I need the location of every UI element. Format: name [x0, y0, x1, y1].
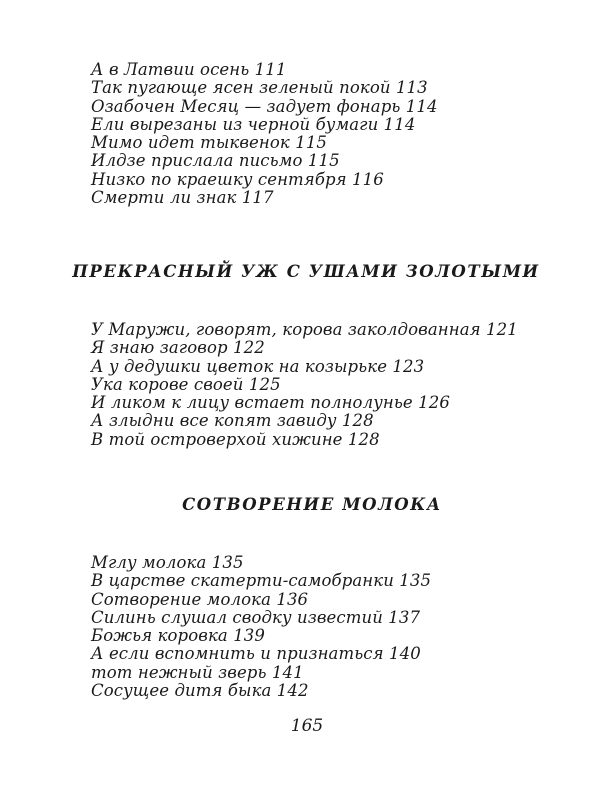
toc-entry: тот нежный зверь 141	[91, 662, 304, 682]
toc-entry: Силинь слушал сводку известий 137	[91, 607, 421, 627]
page-number: 165	[290, 716, 324, 736]
section-heading: СОТВОРЕНИЕ МОЛОКА	[182, 495, 442, 514]
toc-entry: Я знаю заговор 122	[91, 338, 265, 358]
toc-entry: Сосущее дитя быка 142	[91, 681, 309, 701]
toc-entry: Ели вырезаны из черной бумаги 114	[91, 114, 416, 134]
toc-entry: Сотворение молока 136	[91, 589, 309, 609]
toc-entry: А злыдни все копят завиду 128	[91, 411, 374, 431]
toc-entry: А если вспомнить и признаться 140	[91, 644, 421, 664]
toc-entry: А в Латвии осень 111	[91, 60, 287, 79]
toc-entry: Ука корове своей 125	[91, 374, 281, 394]
toc-entry: Смерти ли знак 117	[91, 188, 274, 208]
toc-entry: В той островерхой хижине 128	[91, 429, 380, 449]
toc-section-1-entries	[91, 61, 531, 207]
toc-section-2-entries	[91, 321, 531, 449]
toc-entry: Мглу молока 135	[91, 553, 244, 572]
toc-entry: У Маружи, говорят, корова заколдованная 121	[91, 320, 518, 339]
toc-entry: Озабочен Месяц — задует фонарь 114	[91, 96, 438, 116]
toc-entry: А у дедушки цветок на козырьке 123	[91, 356, 425, 376]
toc-entry: И ликом к лицу встает полнолунье 126	[91, 393, 450, 413]
toc-entry: Так пугающе ясен зеленый покой 113	[91, 78, 428, 98]
toc-entry: Божья коровка 139	[91, 626, 265, 646]
toc-entry: В царстве скатерти-самобранки 135	[91, 571, 432, 591]
toc-section-3-entries	[91, 554, 531, 700]
toc-entry: Низко по краешку сентября 116	[91, 169, 384, 189]
toc-entry: Илдзе прислала письмо 115	[91, 151, 340, 171]
toc-entry: Мимо идет тыквенок 115	[91, 133, 328, 153]
section-heading: ПРЕКРАСНЫЙ УЖ С УШАМИ ЗОЛОТЫМИ	[72, 262, 540, 281]
